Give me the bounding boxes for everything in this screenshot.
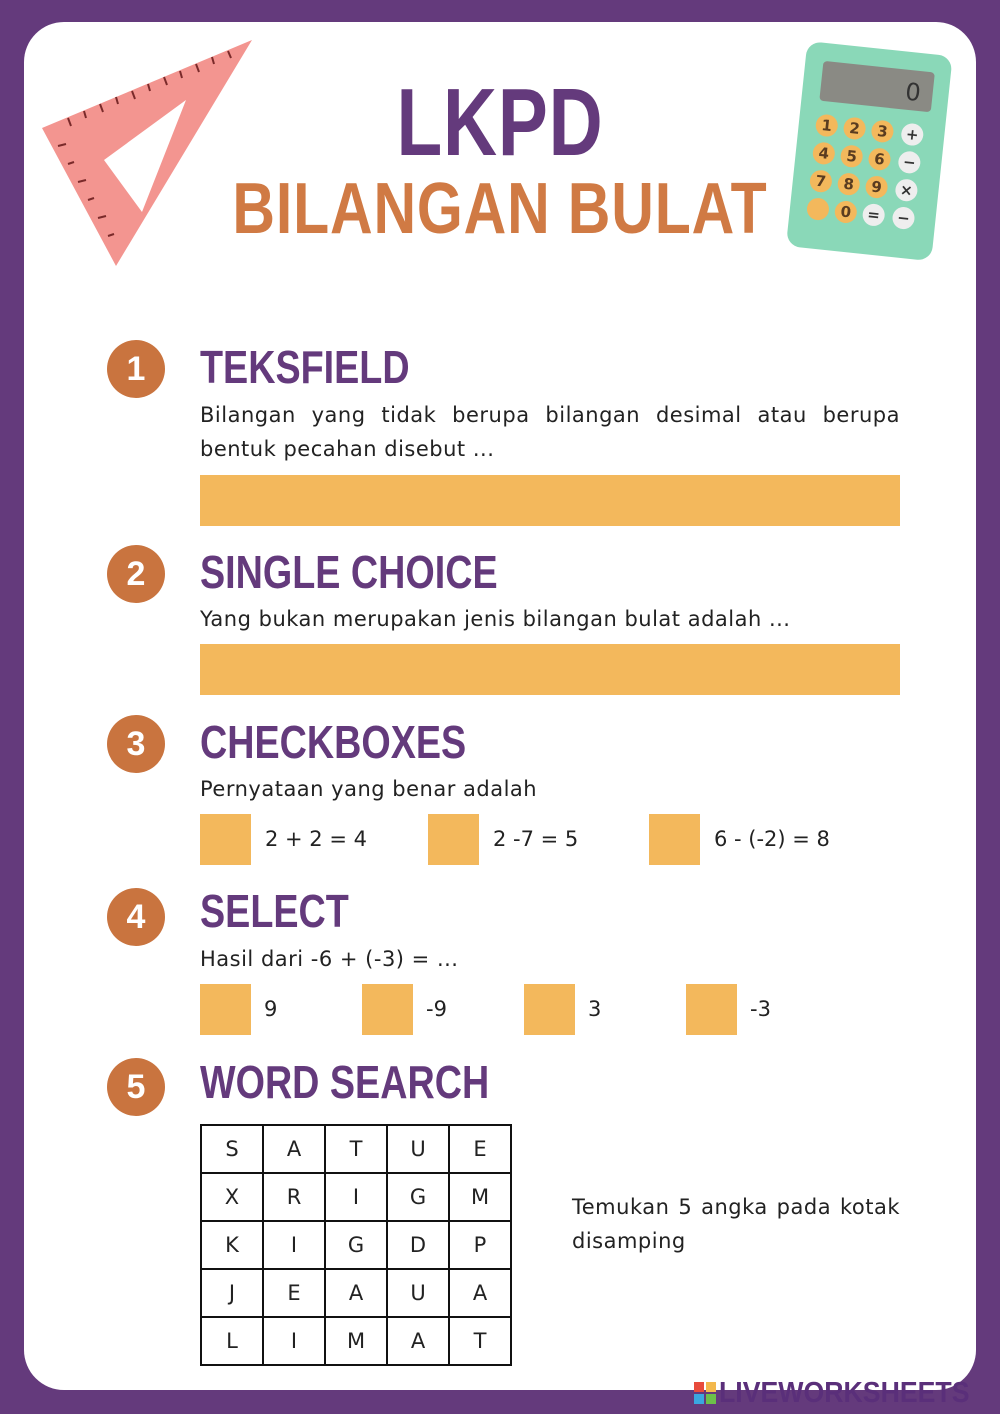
question-text: Bilangan yang tidak berupa bilangan desimal atau berupa bentuk pecahan disebut ...	[200, 403, 900, 461]
grid-cell[interactable]: M	[449, 1173, 511, 1221]
grid-cell[interactable]: U	[387, 1269, 449, 1317]
question-text: Yang bukan merupakan jenis bilangan bulat adalah ...	[200, 607, 791, 631]
grid-cell[interactable]: S	[201, 1125, 263, 1173]
grid-cell[interactable]: J	[201, 1269, 263, 1317]
svg-text:4: 4	[817, 143, 830, 163]
svg-text:×: ×	[899, 180, 914, 200]
grid-cell[interactable]: R	[263, 1173, 325, 1221]
calculator-display: 0	[903, 77, 923, 108]
question-text: Hasil dari -6 + (-3) = ...	[200, 947, 459, 971]
grid-cell[interactable]: G	[325, 1221, 387, 1269]
select-option-label: -9	[426, 997, 447, 1021]
svg-text:2: 2	[848, 118, 861, 138]
liveworksheets-logo[interactable]	[694, 1376, 991, 1409]
grid-cell[interactable]: L	[201, 1317, 263, 1365]
grid-cell[interactable]: T	[325, 1125, 387, 1173]
liveworksheets-logo-icon	[694, 1382, 716, 1404]
svg-text:9: 9	[870, 177, 883, 197]
section-title-single-choice: SINGLE CHOICE	[200, 546, 498, 598]
select-option-4[interactable]	[686, 984, 737, 1035]
section-title-teksfield: TEKSFIELD	[200, 341, 410, 393]
grid-row	[201, 1221, 511, 1269]
section-title-word-search: WORD SEARCH	[200, 1056, 490, 1108]
single-choice-dropdown[interactable]	[200, 644, 900, 695]
grid-row	[201, 1317, 511, 1365]
section-number-badge: 1	[107, 340, 165, 398]
grid-cell[interactable]: T	[449, 1317, 511, 1365]
grid-cell[interactable]: P	[449, 1221, 511, 1269]
checkbox-option-label: 2 + 2 = 4	[265, 827, 367, 851]
checkbox-option-label: 6 - (-2) = 8	[714, 827, 830, 851]
svg-text:−: −	[896, 208, 911, 228]
brand-name: LIVEWORKSHEETS	[719, 1376, 970, 1409]
word-search-instruction: Temukan 5 angka pada kotak disamping	[572, 1195, 900, 1253]
grid-cell[interactable]: E	[263, 1269, 325, 1317]
svg-text:7: 7	[814, 171, 828, 191]
select-option-1[interactable]	[200, 984, 251, 1035]
svg-text:0: 0	[839, 202, 852, 222]
question-text: Pernyataan yang benar adalah	[200, 777, 538, 801]
grid-cell[interactable]: G	[387, 1173, 449, 1221]
grid-cell[interactable]: A	[387, 1317, 449, 1365]
grid-cell[interactable]: A	[449, 1269, 511, 1317]
svg-text:3: 3	[876, 121, 889, 141]
grid-cell[interactable]: U	[387, 1125, 449, 1173]
grid-cell[interactable]: K	[201, 1221, 263, 1269]
section-number-badge: 4	[107, 888, 165, 946]
grid-cell[interactable]: M	[325, 1317, 387, 1365]
svg-text:1: 1	[820, 116, 833, 136]
section-number-badge: 5	[107, 1058, 165, 1116]
checkbox-option-label: 2 -7 = 5	[493, 827, 579, 851]
grid-cell[interactable]: A	[325, 1269, 387, 1317]
section-title-select: SELECT	[200, 885, 349, 937]
svg-text:5: 5	[845, 146, 858, 166]
svg-text:8: 8	[842, 174, 855, 194]
grid-cell[interactable]: I	[325, 1173, 387, 1221]
grid-row	[201, 1173, 511, 1221]
page-title: LKPD	[396, 69, 604, 176]
section-number-badge: 2	[107, 545, 165, 603]
grid-cell[interactable]: X	[201, 1173, 263, 1221]
grid-cell[interactable]: I	[263, 1317, 325, 1365]
grid-row	[201, 1269, 511, 1317]
svg-text:6: 6	[873, 149, 886, 169]
checkbox-option-1[interactable]	[200, 814, 251, 865]
page-subtitle: BILANGAN BULAT	[232, 169, 768, 249]
grid-cell[interactable]: I	[263, 1221, 325, 1269]
svg-text:−: −	[902, 152, 917, 172]
section-title-checkboxes: CHECKBOXES	[200, 716, 467, 768]
grid-cell[interactable]: A	[263, 1125, 325, 1173]
checkbox-option-3[interactable]	[649, 814, 700, 865]
grid-row	[201, 1125, 511, 1173]
text-answer-field[interactable]	[200, 475, 900, 526]
select-option-2[interactable]	[362, 984, 413, 1035]
grid-cell[interactable]: D	[387, 1221, 449, 1269]
select-option-label: 3	[588, 997, 602, 1021]
svg-text:=: =	[866, 205, 881, 225]
section-number-badge: 3	[107, 715, 165, 773]
grid-cell[interactable]: E	[449, 1125, 511, 1173]
select-option-label: -3	[750, 997, 771, 1021]
select-option-3[interactable]	[524, 984, 575, 1035]
word-search-grid[interactable]	[200, 1124, 512, 1366]
checkbox-option-2[interactable]	[428, 814, 479, 865]
svg-text:+: +	[905, 124, 920, 145]
select-option-label: 9	[264, 997, 278, 1021]
